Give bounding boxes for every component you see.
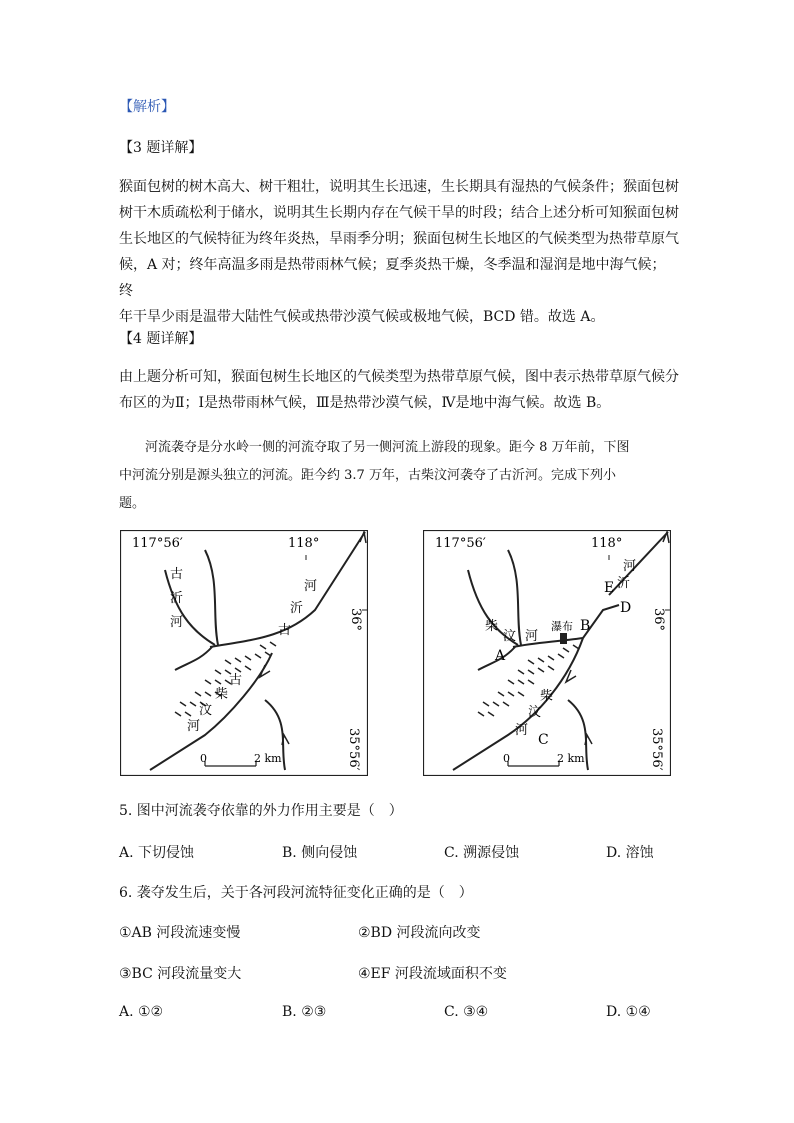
- river-label: 柴: [215, 687, 229, 702]
- river-label: 河: [515, 723, 529, 738]
- river-label: 古: [278, 623, 292, 638]
- lat-label-top: 36°: [651, 608, 666, 632]
- river-label: 柴: [540, 689, 554, 704]
- lat-label-top: 36°: [348, 608, 363, 632]
- point-b: B: [580, 618, 591, 634]
- river-label: 河: [187, 719, 201, 734]
- point-d: D: [620, 600, 632, 616]
- q3-line: 年干旱少雨是温带大陆性气候或热带沙漠气候或极地气候，BCD 错。故选 A。: [119, 309, 605, 325]
- q6-option-c[interactable]: C. ③④: [444, 1004, 489, 1020]
- river-label: 汶: [199, 703, 213, 718]
- river-label: 河: [525, 629, 539, 644]
- q3-line: 猴面包树的树木高大、树干粗壮，说明其生长迅速，生长期具有湿热的气候条件；猴面包树: [119, 179, 679, 195]
- river-label: 沂: [617, 576, 631, 591]
- point-e: E: [604, 580, 615, 596]
- map-after-capture: [423, 530, 671, 776]
- point-c: C: [538, 732, 549, 748]
- river-label: 汶: [528, 705, 542, 720]
- q6-statement-2: ②BD 河段流向改变: [358, 925, 481, 941]
- analysis-label: 【解析】: [119, 99, 175, 115]
- waterfall-label: 瀑布: [551, 620, 573, 633]
- q6-option-b[interactable]: B. ②③: [282, 1004, 327, 1020]
- river-label: 柴: [485, 619, 499, 634]
- q6-statement-1: ①AB 河段流速变慢: [119, 925, 241, 941]
- map-frame: [121, 531, 368, 776]
- q3-heading: 【3 题详解】: [119, 140, 203, 156]
- river-label: 沂: [290, 601, 304, 616]
- point-a: A: [495, 648, 506, 664]
- river-label: 古: [170, 567, 184, 582]
- q4-line: 布区的为Ⅱ；Ⅰ是热带雨林气候，Ⅲ是热带沙漠气候，Ⅳ是地中海气候。故选 B。: [119, 395, 611, 411]
- scale-label: 2 km: [254, 752, 282, 765]
- intro-line: 题。: [119, 496, 146, 511]
- lat-label-bottom: 35°56′: [346, 728, 361, 771]
- lon-label-left: 117°56′: [132, 536, 183, 551]
- q6-option-a[interactable]: A. ①②: [119, 1004, 164, 1020]
- q6-statement-3: ③BC 河段流量变大: [119, 966, 242, 982]
- q3-line: 生长地区的气候特征为终年炎热，旱雨季分明；猴面包树生长地区的气候类型为热带草原气: [119, 231, 679, 247]
- lon-label-right: 118°: [591, 536, 623, 551]
- river-label: 河: [170, 615, 184, 630]
- q6-option-d[interactable]: D. ①④: [606, 1004, 651, 1020]
- lon-label-left: 117°56′: [435, 536, 486, 551]
- river-label: 汶: [503, 629, 517, 644]
- q3-line: 候，A 对；终年高温多雨是热带雨林气候；夏季炎热干燥，冬季温和湿润是地中海气候；终: [119, 257, 666, 299]
- q4-heading: 【4 题详解】: [119, 331, 203, 347]
- q5-option-d[interactable]: D. 溶蚀: [606, 845, 654, 861]
- q6-statement-4: ④EF 河段流域面积不变: [358, 966, 507, 982]
- lon-label-right: 118°: [288, 536, 320, 551]
- intro-line: 中河流分别是源头独立的河流。距今约 3.7 万年，古柴汶河袭夺了古沂河。完成下列小: [119, 468, 616, 483]
- river-label: 河: [623, 559, 637, 574]
- intro-paragraph: [119, 434, 679, 518]
- q5-option-b[interactable]: B. 侧向侵蚀: [282, 845, 358, 861]
- q3-line: 树干木质疏松利于储水，说明其生长期内存在气候干旱的时段；结合上述分析可知猴面包树: [119, 205, 679, 221]
- scale-label: 2 km: [557, 752, 585, 765]
- river-label: 河: [304, 579, 318, 594]
- river-label: 沂: [170, 591, 184, 606]
- q5-option-c[interactable]: C. 溯源侵蚀: [444, 845, 520, 861]
- q4-line: 由上题分析可知，猴面包树生长地区的气候类型为热带草原气候，图中表示热带草原气候分: [119, 369, 679, 385]
- map-before-capture: [120, 530, 368, 776]
- q6-stem: 6. 袭夺发生后，关于各河段河流特征变化正确的是（ ）: [119, 885, 473, 901]
- scale-zero: 0: [200, 752, 207, 765]
- q3-explanation: [119, 174, 679, 330]
- q4-explanation: [119, 364, 679, 416]
- river-label: 古: [229, 673, 243, 688]
- q5-option-a[interactable]: A. 下切侵蚀: [119, 845, 195, 861]
- scale-zero: 0: [503, 752, 510, 765]
- q5-stem: 5. 图中河流袭夺依靠的外力作用主要是（ ）: [119, 803, 403, 819]
- waterfall-marker: [560, 633, 567, 644]
- lat-label-bottom: 35°56′: [649, 728, 664, 771]
- intro-line: 河流袭夺是分水岭一侧的河流夺取了另一侧河流上游段的现象。距今 8 万年前，下图: [145, 440, 630, 455]
